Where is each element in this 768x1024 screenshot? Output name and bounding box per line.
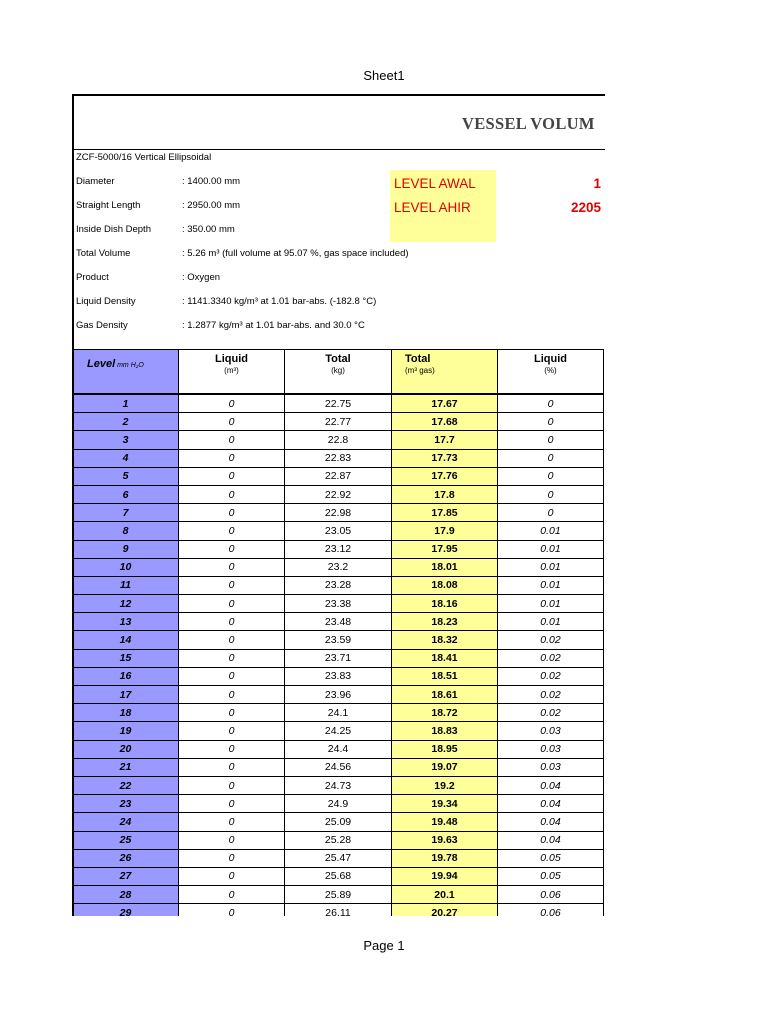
table-row	[73, 631, 604, 649]
cell-level: 29	[73, 904, 179, 916]
cell-liquid-pct: 0	[498, 449, 604, 467]
table-row	[73, 686, 604, 704]
cell-total-m3-gas: 20.27	[392, 904, 498, 916]
cell-level: 14	[73, 631, 179, 649]
vessel-volume-sheet	[72, 94, 605, 916]
spec-value: : 2950.00 mm	[182, 200, 241, 211]
cell-total-m3-gas: 18.83	[392, 722, 498, 740]
table-row	[73, 413, 604, 431]
cell-total-kg: 22.92	[285, 485, 392, 503]
title-divider	[72, 149, 605, 150]
cell-liquid-pct: 0.05	[498, 849, 604, 867]
table-row	[73, 904, 604, 916]
sheet-title: VESSEL VOLUM	[462, 114, 595, 133]
cell-total-kg: 22.75	[285, 395, 392, 413]
table-header-row	[73, 350, 604, 394]
table-row	[73, 558, 604, 576]
spec-value: : Oxygen	[182, 272, 221, 283]
cell-liquid-m3: 0	[179, 795, 285, 813]
table-row	[73, 667, 604, 685]
cell-liquid-m3: 0	[179, 886, 285, 904]
header-liquid-m3: Liquid (m³)	[179, 350, 285, 394]
cell-level: 22	[73, 776, 179, 794]
cell-liquid-pct: 0.04	[498, 813, 604, 831]
spec-value: : 1141.3340 kg/m³ at 1.01 bar-abs. (-182.8 °C)	[182, 296, 377, 307]
cell-liquid-pct: 0.01	[498, 576, 604, 594]
cell-liquid-m3: 0	[179, 649, 285, 667]
cell-total-m3-gas: 19.2	[392, 776, 498, 794]
table-row	[73, 795, 604, 813]
sheet-name: Sheet1	[363, 68, 405, 83]
cell-level: 21	[73, 758, 179, 776]
spec-value: : 1.2877 kg/m³ at 1.01 bar-abs. and 30.0 °C	[182, 320, 365, 331]
cell-liquid-pct: 0.06	[498, 886, 604, 904]
header-level: Level mm H₂O	[73, 350, 179, 394]
header-total-kg: Total (kg)	[285, 350, 392, 394]
spec-value: : 350.00 mm	[182, 224, 235, 235]
cell-level: 18	[73, 704, 179, 722]
table-row	[73, 504, 604, 522]
cell-total-m3-gas: 17.67	[392, 395, 498, 413]
spec-value: : 5.26 m³ (full volume at 95.07 %, gas space included)	[182, 248, 409, 259]
cell-liquid-pct: 0.02	[498, 667, 604, 685]
header-liquid-pct: Liquid (%)	[498, 350, 604, 394]
cell-total-m3-gas: 18.51	[392, 667, 498, 685]
cell-liquid-m3: 0	[179, 667, 285, 685]
cell-liquid-m3: 0	[179, 504, 285, 522]
cell-liquid-m3: 0	[179, 758, 285, 776]
table-row	[73, 758, 604, 776]
cell-total-kg: 22.83	[285, 449, 392, 467]
cell-total-m3-gas: 19.48	[392, 813, 498, 831]
cell-total-m3-gas: 18.01	[392, 558, 498, 576]
table-row	[73, 886, 604, 904]
cell-liquid-m3: 0	[179, 740, 285, 758]
cell-total-m3-gas: 19.63	[392, 831, 498, 849]
sheet-border-top	[72, 94, 605, 96]
cell-total-m3-gas: 18.95	[392, 740, 498, 758]
table-row	[73, 395, 604, 413]
spec-label: Gas Density	[76, 320, 128, 331]
cell-level: 27	[73, 867, 179, 885]
cell-total-m3-gas: 20.1	[392, 886, 498, 904]
cell-total-kg: 23.12	[285, 540, 392, 558]
cell-level: 1	[73, 395, 179, 413]
cell-liquid-m3: 0	[179, 467, 285, 485]
header-total-m3-gas: Total (m³ gas)	[392, 350, 498, 394]
cell-total-kg: 25.89	[285, 886, 392, 904]
cell-level: 7	[73, 504, 179, 522]
table-row	[73, 449, 604, 467]
cell-total-m3-gas: 17.68	[392, 413, 498, 431]
cell-liquid-m3: 0	[179, 704, 285, 722]
cell-total-kg: 22.98	[285, 504, 392, 522]
cell-level: 12	[73, 595, 179, 613]
spec-value: : 1400.00 mm	[182, 176, 241, 187]
cell-level: 13	[73, 613, 179, 631]
table-row	[73, 813, 604, 831]
cell-liquid-pct: 0.02	[498, 686, 604, 704]
cell-level: 6	[73, 485, 179, 503]
cell-liquid-pct: 0.03	[498, 722, 604, 740]
cell-liquid-pct: 0.01	[498, 540, 604, 558]
cell-total-kg: 24.25	[285, 722, 392, 740]
cell-liquid-m3: 0	[179, 613, 285, 631]
cell-total-m3-gas: 18.08	[392, 576, 498, 594]
volume-table	[72, 349, 604, 916]
cell-liquid-pct: 0.04	[498, 795, 604, 813]
cell-level: 8	[73, 522, 179, 540]
cell-level: 24	[73, 813, 179, 831]
cell-liquid-m3: 0	[179, 867, 285, 885]
table-row	[73, 576, 604, 594]
cell-level: 26	[73, 849, 179, 867]
cell-total-kg: 22.77	[285, 413, 392, 431]
cell-level: 4	[73, 449, 179, 467]
cell-total-kg: 24.4	[285, 740, 392, 758]
spec-label: Diameter	[76, 176, 115, 187]
cell-total-m3-gas: 18.23	[392, 613, 498, 631]
cell-liquid-pct: 0.03	[498, 740, 604, 758]
cell-level: 15	[73, 649, 179, 667]
table-row	[73, 649, 604, 667]
table-row	[73, 613, 604, 631]
spec-label: Inside Dish Depth	[76, 224, 151, 235]
cell-liquid-m3: 0	[179, 558, 285, 576]
cell-total-m3-gas: 18.32	[392, 631, 498, 649]
table-row	[73, 431, 604, 449]
cell-total-kg: 25.68	[285, 867, 392, 885]
cell-total-m3-gas: 18.16	[392, 595, 498, 613]
spec-label: Liquid Density	[76, 296, 136, 307]
cell-total-m3-gas: 19.34	[392, 795, 498, 813]
cell-liquid-m3: 0	[179, 686, 285, 704]
table-row	[73, 467, 604, 485]
cell-total-kg: 25.09	[285, 813, 392, 831]
cell-liquid-m3: 0	[179, 831, 285, 849]
cell-liquid-m3: 0	[179, 722, 285, 740]
cell-total-m3-gas: 19.07	[392, 758, 498, 776]
cell-level: 10	[73, 558, 179, 576]
cell-total-m3-gas: 17.85	[392, 504, 498, 522]
cell-level: 23	[73, 795, 179, 813]
cell-liquid-pct: 0.03	[498, 758, 604, 776]
cell-liquid-m3: 0	[179, 431, 285, 449]
cell-total-m3-gas: 17.9	[392, 522, 498, 540]
cell-liquid-pct: 0.01	[498, 613, 604, 631]
spec-label: Total Volume	[76, 248, 131, 259]
cell-total-kg: 23.48	[285, 613, 392, 631]
cell-liquid-m3: 0	[179, 813, 285, 831]
cell-total-kg: 25.28	[285, 831, 392, 849]
cell-level: 25	[73, 831, 179, 849]
cell-liquid-pct: 0	[498, 431, 604, 449]
table-row	[73, 595, 604, 613]
cell-total-kg: 23.28	[285, 576, 392, 594]
cell-total-m3-gas: 17.8	[392, 485, 498, 503]
cell-total-kg: 24.1	[285, 704, 392, 722]
cell-total-kg: 23.05	[285, 522, 392, 540]
cell-level: 9	[73, 540, 179, 558]
cell-liquid-pct: 0.01	[498, 595, 604, 613]
cell-total-kg: 23.71	[285, 649, 392, 667]
cell-liquid-m3: 0	[179, 540, 285, 558]
table-row	[73, 776, 604, 794]
table-row	[73, 740, 604, 758]
cell-liquid-pct: 0.06	[498, 904, 604, 916]
cell-liquid-pct: 0.01	[498, 522, 604, 540]
cell-liquid-m3: 0	[179, 904, 285, 916]
cell-level: 2	[73, 413, 179, 431]
cell-liquid-pct: 0	[498, 413, 604, 431]
cell-total-m3-gas: 18.61	[392, 686, 498, 704]
cell-liquid-m3: 0	[179, 849, 285, 867]
cell-liquid-pct: 0.01	[498, 558, 604, 576]
cell-total-m3-gas: 17.73	[392, 449, 498, 467]
cell-liquid-m3: 0	[179, 595, 285, 613]
cell-level: 28	[73, 886, 179, 904]
cell-total-kg: 23.38	[285, 595, 392, 613]
sheet-border-left	[72, 94, 74, 916]
cell-total-m3-gas: 18.41	[392, 649, 498, 667]
vessel-model: ZCF-5000/16 Vertical Ellipsoidal	[76, 152, 212, 163]
cell-total-kg: 24.56	[285, 758, 392, 776]
cell-liquid-m3: 0	[179, 485, 285, 503]
table-row	[73, 722, 604, 740]
cell-total-kg: 23.83	[285, 667, 392, 685]
cell-total-m3-gas: 17.76	[392, 467, 498, 485]
cell-total-kg: 22.8	[285, 431, 392, 449]
cell-total-m3-gas: 17.95	[392, 540, 498, 558]
table-row	[73, 485, 604, 503]
cell-total-kg: 25.47	[285, 849, 392, 867]
table-row	[73, 867, 604, 885]
cell-liquid-pct: 0	[498, 395, 604, 413]
cell-level: 11	[73, 576, 179, 594]
cell-total-m3-gas: 19.78	[392, 849, 498, 867]
cell-total-kg: 23.59	[285, 631, 392, 649]
cell-liquid-pct: 0	[498, 467, 604, 485]
cell-liquid-m3: 0	[179, 631, 285, 649]
table-row	[73, 522, 604, 540]
cell-level: 5	[73, 467, 179, 485]
page-number: Page 1	[363, 938, 405, 953]
cell-liquid-pct: 0	[498, 504, 604, 522]
cell-liquid-pct: 0.02	[498, 704, 604, 722]
cell-liquid-m3: 0	[179, 576, 285, 594]
table-row	[73, 831, 604, 849]
level-ahir-value[interactable]: 2205	[570, 200, 601, 215]
cell-level: 17	[73, 686, 179, 704]
cell-liquid-pct: 0.05	[498, 867, 604, 885]
table-row	[73, 540, 604, 558]
level-awal-label: LEVEL AWAL	[394, 176, 476, 191]
cell-liquid-m3: 0	[179, 522, 285, 540]
cell-level: 3	[73, 431, 179, 449]
cell-liquid-pct: 0.04	[498, 831, 604, 849]
cell-liquid-m3: 0	[179, 449, 285, 467]
cell-total-m3-gas: 19.94	[392, 867, 498, 885]
cell-total-kg: 23.2	[285, 558, 392, 576]
cell-liquid-pct: 0	[498, 485, 604, 503]
cell-level: 16	[73, 667, 179, 685]
cell-liquid-pct: 0.02	[498, 631, 604, 649]
cell-level: 20	[73, 740, 179, 758]
level-awal-value[interactable]: 1	[593, 176, 601, 191]
level-ahir-label: LEVEL AHIR	[394, 200, 471, 215]
spec-label: Straight Length	[76, 200, 141, 211]
cell-level: 19	[73, 722, 179, 740]
cell-total-m3-gas: 17.7	[392, 431, 498, 449]
cell-total-kg: 22.87	[285, 467, 392, 485]
cell-total-m3-gas: 18.72	[392, 704, 498, 722]
cell-liquid-m3: 0	[179, 413, 285, 431]
cell-liquid-pct: 0.02	[498, 649, 604, 667]
cell-liquid-m3: 0	[179, 395, 285, 413]
table-row	[73, 704, 604, 722]
spec-label: Product	[76, 272, 109, 283]
cell-liquid-pct: 0.04	[498, 776, 604, 794]
cell-liquid-m3: 0	[179, 776, 285, 794]
cell-total-kg: 23.96	[285, 686, 392, 704]
cell-total-kg: 24.9	[285, 795, 392, 813]
cell-total-kg: 26.11	[285, 904, 392, 916]
table-row	[73, 849, 604, 867]
cell-total-kg: 24.73	[285, 776, 392, 794]
